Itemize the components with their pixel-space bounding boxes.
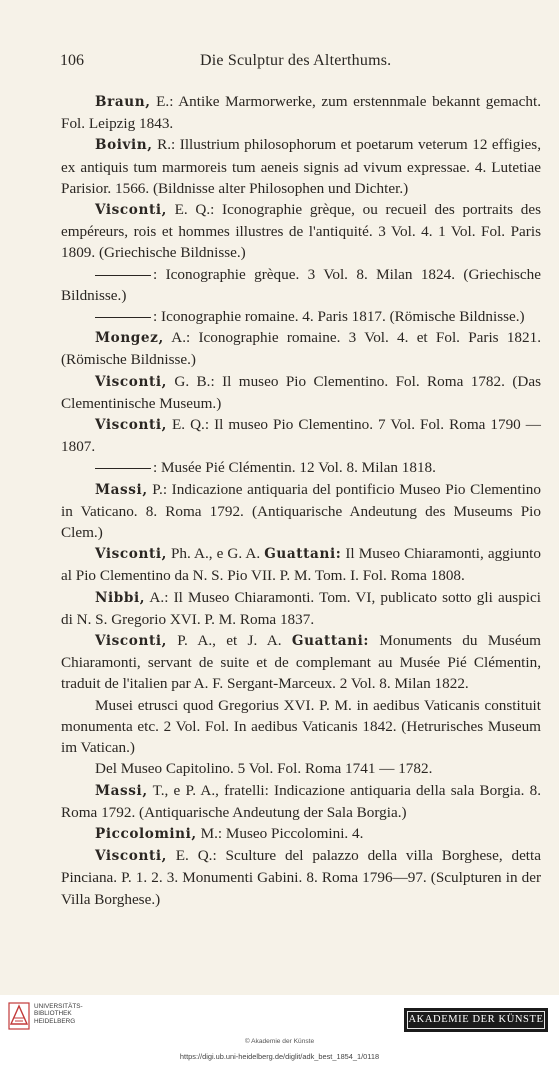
entry-visconti-6 (61, 845, 541, 910)
university-library-name[interactable] (34, 1003, 114, 1025)
entry-text: E. Q.: Iconographie grèque, ou recueil des portraits des empéreurs, rois et hommes illustres de l'antiquité. 3 Vol. 4. 1 Vol. Fol. Paris 1809. (Griechische Bildnisse.) (61, 201, 541, 262)
author-name: Massi, (95, 481, 148, 498)
entry-text: Monuments du Muséum Chiaramonti, servant de suite et de complemant au Musée Pié Clémentin, traduit de l'italien par A. F. Sergant-Marceux. 2 Vol. 8. Milan 1822. (61, 632, 541, 693)
page-number: 106 (60, 52, 84, 69)
entry-text: G. B.: Il museo Pio Clementino. Fol. Roma 1782. (Das Clementinische Museum.) (61, 372, 541, 412)
entry-ditto-3 (61, 457, 541, 478)
university-library-logo-icon[interactable] (8, 1002, 30, 1030)
entry-text: Il Museo Chiaramonti, aggiunto al Pio Clementino da N. S. Pio VII. P. M. Tom. I. Fol. Roma 1808. (61, 545, 541, 585)
running-header (60, 52, 520, 76)
entry-nibbi (61, 587, 541, 630)
bibliography-list (61, 91, 541, 910)
entry-visconti-3 (61, 414, 541, 457)
author-name: Visconti, (95, 633, 167, 650)
author-name: Guattani: (291, 633, 370, 650)
entry-visconti-4 (61, 543, 541, 586)
entry-text: P.: Indicazione antiquaria del pontificio Museo Pio Clementino in Vaticano. 8. Roma 1792. (Antiquarische Andeutung des Museums Pio Clem.) (61, 480, 541, 542)
entry-massi-1 (61, 479, 541, 544)
author-name: Visconti, (95, 417, 167, 434)
copyright-notice: © Akademie der Künste (244, 1038, 315, 1045)
author-name: Massi, (95, 782, 148, 799)
ditto-dash (95, 468, 151, 469)
academy-label: AKADEMIE DER KÜNSTE (407, 1011, 545, 1029)
entry-text: M.: Museo Piccolomini. 4. (196, 824, 364, 842)
ditto-dash (95, 275, 151, 276)
entry-braun (61, 91, 541, 134)
running-title: Die Sculptur des Alterthums. (200, 52, 392, 69)
entry-massi-2 (61, 780, 541, 823)
author-name: Visconti, (95, 848, 167, 865)
entry-ditto-1 (61, 264, 541, 306)
entry-text: E.: Antike Marmorwerke, zum erstennmale bekannt gemacht. Fol. Leipzig 1843. (61, 93, 541, 133)
entry-text: E. Q.: Sculture del palazzo della villa Borghese, detta Pinciana. P. 1. 2. 3. Monumenti Gabini. 8. Roma 1796—97. (Sculpturen in der Villa Borghese.) (61, 847, 541, 908)
entry-text: Ph. A., e G. A. (166, 545, 265, 563)
entry-visconti-2 (61, 371, 541, 414)
author-name: Visconti, (95, 546, 167, 563)
entry-visconti-5 (61, 630, 541, 695)
author-name: Piccolomini, (95, 825, 197, 842)
library-line: UNIVERSITÄTS- (34, 1003, 83, 1010)
entry-text: P. A., et J. A. (166, 632, 292, 650)
permalink-url[interactable]: https://digi.ub.uni-heidelberg.de/diglit/adk_best_1854_1/0118 (179, 1052, 380, 1061)
entry-text: A.: Iconographie romaine. 3 Vol. 4. et Fol. Paris 1821. (Römische Bildnisse.) (61, 329, 541, 369)
entry-text: : Iconographie romaine. 4. Paris 1817. (Römische Bildnisse.) (153, 308, 525, 326)
author-name: Guattani: (264, 546, 342, 563)
entry-text: R.: Illustrium philosophorum et poetarum veterum 12 effigies, ex antiquis tum marmoreis tum aeneis signis ad vivum expressae. 4. Lutetiae Parisior. 1566. (Bildnisse alter Philosophen und Dichter.) (61, 136, 541, 197)
entry-text: T., e P. A., fratelli: Indicazione antiquaria della sala Borgia. 8. Roma 1792. (Antiquarische Andeutung der Sala Borgia.) (61, 781, 541, 821)
entry-text: : Musée Pié Clémentin. 12 Vol. 8. Milan 1818. (153, 459, 436, 477)
entry-text: Del Museo Capitolino. 5 Vol. Fol. Roma 1741 — 1782. (95, 760, 433, 778)
library-line: BIBLIOTHEK (34, 1010, 72, 1018)
entry-text: A.: Il Museo Chiaramonti. Tom. VI, publicato sotto gli auspici di N. S. Gregorio XVI. P. M. Roma 1837. (61, 588, 541, 628)
author-name: Mongez, (95, 330, 164, 347)
entry-ditto-2 (61, 306, 541, 327)
author-name: Visconti, (95, 373, 167, 390)
entry-text: E. Q.: Il museo Pio Clementino. 7 Vol. Fol. Roma 1790 — 1807. (61, 416, 541, 456)
entry-text: Musei etrusci quod Gregorius XVI. P. M. in aedibus Vaticanis constituit monumenta etc. 2 Vol. Fol. In aedibus Vaticanis 1842. (Hetrurisches Museum im Vatican.) (61, 696, 541, 757)
author-name: Boivin, (95, 137, 153, 154)
ditto-dash (95, 317, 151, 318)
entry-visconti-1 (61, 199, 541, 264)
entry-museo-capitolino (61, 758, 541, 779)
author-name: Visconti, (95, 202, 167, 219)
academy-logo[interactable] (404, 1008, 548, 1032)
author-name: Braun, (95, 94, 151, 110)
library-line: HEIDELBERG (34, 1017, 76, 1025)
author-name: Nibbi, (95, 589, 146, 606)
entry-boivin (61, 134, 541, 199)
entry-text: : Iconographie grèque. 3 Vol. 8. Milan 1824. (Griechische Bildnisse.) (61, 265, 541, 304)
entry-piccolomini (61, 823, 541, 845)
entry-musei-etrusci (61, 695, 541, 759)
entry-mongez (61, 327, 541, 370)
